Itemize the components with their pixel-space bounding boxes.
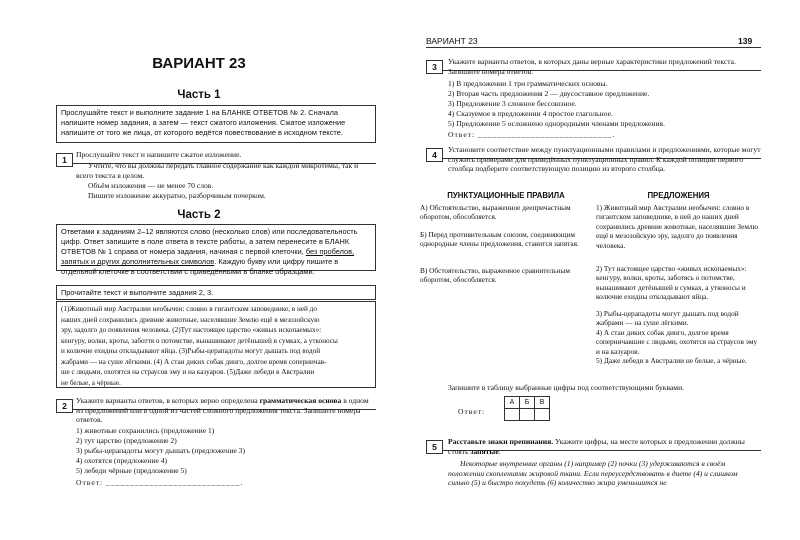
part2-instruction-underlined: без пробелов, запятых и других дополнительных символов [61, 247, 355, 266]
left-page [14, 0, 384, 540]
answer-table-letter: В [535, 397, 550, 409]
variant-title: ВАРИАНТ 23 [152, 55, 246, 72]
task2-number: 2 [56, 399, 73, 413]
task3-option: 2) Вторая часть предложения 2 — двусоставное предложение. [448, 89, 650, 98]
task1-line: Объём изложения — не менее 70 слов. [88, 181, 214, 190]
task2-option: 4) охотятся (предложение 4) [76, 456, 168, 465]
rule-item: В) Обстоятельство, выраженное сравнительным оборотом, обособляется. [420, 266, 571, 285]
sentence-item: 3) Рыбы-церападоты могут дышать под водой жабрами — на суше лёгкими. [596, 309, 739, 328]
task3-heading: Укажите варианты ответов, в которых даны верные характеристики предложений текста. Запишите номера ответов. [448, 57, 736, 76]
answer-table-cell[interactable] [520, 409, 535, 421]
reading-text-box [56, 301, 376, 388]
task3-option: 4) Сказуемое в предложении 4 простое глагольное. [448, 109, 613, 118]
sentences-column-title: ПРЕДЛОЖЕНИЯ [647, 191, 710, 200]
answer-table [504, 396, 550, 421]
text-line: эру, задолго до появления человека. (2)Тут настоящее царство «живых ископаемых»: [61, 326, 322, 334]
task5-heading-bold2: запятые [470, 446, 499, 456]
task5-heading-bold: Расставьте знаки препинания. [448, 437, 554, 446]
text-line: ше с людьми, охотятся на страусов эму и на казуаров. (5)Даже лебеди в Австралии [61, 368, 315, 376]
text-line: (1)Животный мир Австралии необычен: словно в гигантском заповеднике, в ней до [61, 305, 317, 313]
task2-option: 2) тут царство (предложение 2) [76, 436, 177, 445]
part2-instruction-a: Ответами к заданиям 2–12 являются слово (несколько слов) или последовательность цифр. Ответ запишите в поле ответа в тексте работы, а затем перенесите в БЛАНК ОТВЕТОВ № 1 справа от номера задания, начиная с первой клеточки, [61, 227, 358, 256]
header-rule [426, 47, 761, 48]
rule-item: Б) Перед противительным союзом, соединяющим однородные члены предложения, ставится запятая. [420, 230, 579, 249]
task2-option: 1) животные сохранились (предложение 1) [76, 426, 215, 435]
table-instruction: Запишите в таблицу выбранные цифры под соответствующими буквами. [448, 383, 685, 392]
task5-text: Некоторые внутренние органы (1) например (2) почки (3) удерживаются в своём положении скоплениями жировой ткани. Если переусердствовать в диете (4) и слишком сильно (5) и быстро похудеть (6) количество жира уменьшится не [448, 459, 738, 488]
read-instruction: Прочитайте текст и выполните задания 2, 3. [61, 288, 214, 297]
task1-line: Учтите, что вы должны передать главное содержание как каждой микротемы, так и всего текста в целом. [76, 161, 359, 180]
sentence-item: 1) Животный мир Австралии необычен: словно в гигантском заповеднике, в ней до наших дней сохранились древние животные, населявшие Землю ещё в мезозойскую эру, задолго до появления человека. [596, 203, 759, 250]
answer-table-cell[interactable] [535, 409, 550, 421]
text-line: наших дней сохранились древние животные, населявшие Землю ещё в мезозойскую [61, 315, 320, 324]
task1-number: 1 [56, 153, 73, 167]
part1-title: Часть 1 [177, 89, 221, 101]
running-header: ВАРИАНТ 23 [426, 36, 478, 46]
task3-number: 3 [426, 60, 443, 74]
task4-heading: Установите соответствие между пунктуационными правилами и предложениями, которые могут служить примерами для приведённых пунктуационных правил. К каждой позиции первого столбца подберите соответствующую позицию из второго столбца. [448, 145, 761, 174]
part2-instruction-box [56, 224, 376, 276]
task2-option: 5) лебеди чёрные (предложение 5) [76, 466, 187, 475]
sentence-item: 4) А стаи диких собак динго, долгое время соперничавшие с людьми, охотятся на страусов эму и на казуаров. [596, 328, 758, 356]
part1-instruction-box [56, 105, 376, 143]
rule-item: А) Обстоятельство, выраженное деепричастным оборотом, обособляется. [420, 203, 571, 222]
task3-option: 3) Предложение 3 сложное бессоюзное. [448, 99, 577, 108]
task2-heading-b: в одном из предложений или в одной из частей сложного предложения текста. Запишите номера ответов. [76, 396, 369, 425]
task2-heading-a: Укажите варианты ответов, в которых верно определена [76, 396, 258, 405]
task3-option: 1) В предложении 1 три грамматических основы. [448, 79, 608, 88]
task4-number: 4 [426, 148, 443, 162]
task2-answer-field[interactable]: Ответ: ____________________________. [76, 478, 244, 487]
task5-heading-b: . [498, 446, 501, 456]
page-number: 139 [738, 36, 753, 46]
part1-instruction: Прослушайте текст и выполните задание 1 на БЛАНКЕ ОТВЕТОВ № 2. Сначала напишите номер задания, а затем — текст сжатого изложения. Сжатое изложение напишите от того же лица, от которого ведётся повествование в исходном тексте. [61, 108, 346, 137]
task2-heading [76, 396, 376, 425]
task3-option: 5) Предложение 5 осложнено однородными членами предложения. [448, 119, 665, 128]
task5-heading-a: Укажите цифры, на месте которых в предложении должны стоять [448, 437, 745, 456]
sentence-item: 5) Даже лебеди в Австралии не белые, а чёрные. [596, 356, 747, 365]
answer-table-letter: Б [520, 397, 535, 409]
answer-table-cell[interactable] [505, 409, 520, 421]
task5-heading [448, 437, 761, 456]
task1-heading: Прослушайте текст и напишите сжатое изложение. [76, 150, 242, 159]
read-instruction-box [56, 285, 376, 300]
part2-title: Часть 2 [177, 209, 221, 221]
task1-line: Пишите изложение аккуратно, разборчивым почерком. [88, 191, 266, 200]
right-page [416, 0, 786, 540]
task4-answer-label: Ответ: [458, 407, 486, 416]
rules-column-title: ПУНКТУАЦИОННЫЕ ПРАВИЛА [447, 191, 565, 200]
part2-instruction-b: . Каждую букву или цифру пишите в отдельной клеточке в соответствии с приведёнными в бланке образцами. [61, 257, 339, 276]
text-line: кенгуру, волки, кроты, забоття о потомстве, вынашивают детёнышей в сумках, а утконосы [61, 336, 338, 345]
task2-heading-bold: грамматическая основа [259, 396, 342, 405]
answer-table-letter: А [505, 397, 520, 409]
task5-number: 5 [426, 440, 443, 454]
sentence-item: 2) Тут настоящее царство «живых ископаемых»: кенгуру, волки, кроты, заботясь о потомстве, вынашивают детёнышей в сумках, а утконосы и колючие ехидны откладывают яйца. [596, 264, 747, 302]
text-line: и колючие ехидны откладывают яйца. (3)Рыбы-церападоты могут дышать под водой [61, 347, 321, 355]
text-line: жабрами — на суше лёгкими. (4) А стаи диких собак динго, долгое время соперничав- [61, 357, 327, 366]
task2-option: 3) рыбы-церападоты могут дышать (предложение 3) [76, 446, 245, 455]
task3-answer-field[interactable]: Ответ: ____________________________. [448, 130, 616, 139]
text-line: не белые, а чёрные. [61, 378, 121, 387]
